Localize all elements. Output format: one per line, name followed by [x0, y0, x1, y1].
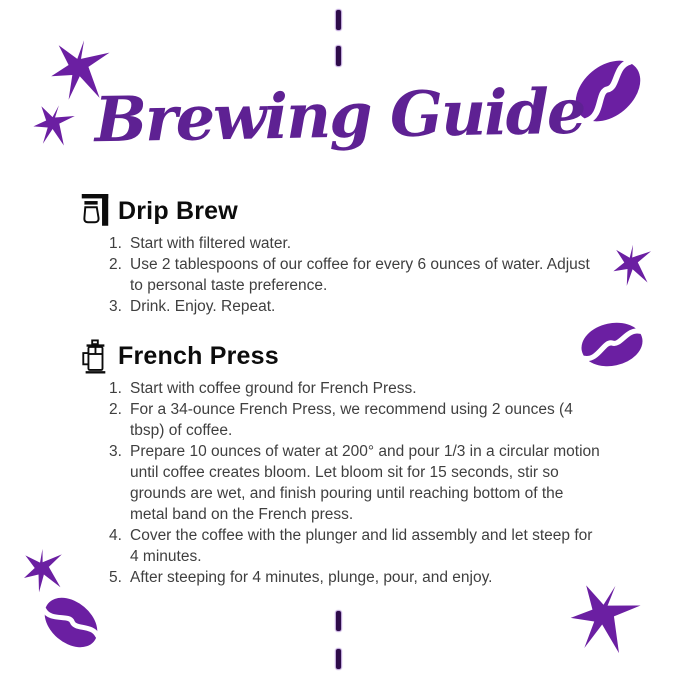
- list-item: 1. Start with coffee ground for French Press.: [109, 380, 417, 397]
- brewing-instructions: [80, 194, 600, 610]
- drip-brew-header: [80, 194, 600, 228]
- french-press-icon: [80, 339, 110, 373]
- section-drip-brew: [80, 194, 600, 317]
- list-item: 2. Use 2 tablespoons of our coffee for every 6 ounces of water. Adjust to personal taste preference.: [109, 256, 590, 294]
- dashed-divider-segment: [336, 649, 341, 669]
- page-title: Brewing Guide: [93, 74, 586, 157]
- list-item: 1. Start with filtered water.: [109, 235, 292, 252]
- drip-brew-steps: [80, 233, 600, 317]
- list-item: 4. Cover the coffee with the plunger and lid assembly and let steep for 4 minutes.: [109, 527, 593, 565]
- drip-brew-heading: Drip Brew: [118, 196, 238, 225]
- french-press-header: [80, 339, 600, 373]
- list-item: 3. Prepare 10 ounces of water at 200° and pour 1/3 in a circular motion until coffee creates bloom. Let bloom sit for 15 seconds, stir so grounds are wet, and finish pouring until reaching bottom of the metal band on the French press.: [109, 443, 600, 523]
- french-press-steps: [80, 378, 600, 588]
- french-press-heading: French Press: [118, 341, 279, 370]
- dashed-divider-segment: [336, 10, 341, 30]
- list-item: 3. Drink. Enjoy. Repeat.: [109, 298, 276, 315]
- dashed-divider-segment: [336, 46, 341, 66]
- section-french-press: [80, 339, 600, 588]
- sparkle-star-icon: [610, 241, 656, 289]
- list-item: 2. For a 34-ounce French Press, we recommend using 2 ounces (4 tbsp) of coffee.: [109, 401, 573, 439]
- dashed-divider-segment: [336, 611, 341, 631]
- drip-coffee-maker-icon: [80, 194, 110, 228]
- list-item: 5. After steeping for 4 minutes, plunge, pour, and enjoy.: [109, 569, 493, 586]
